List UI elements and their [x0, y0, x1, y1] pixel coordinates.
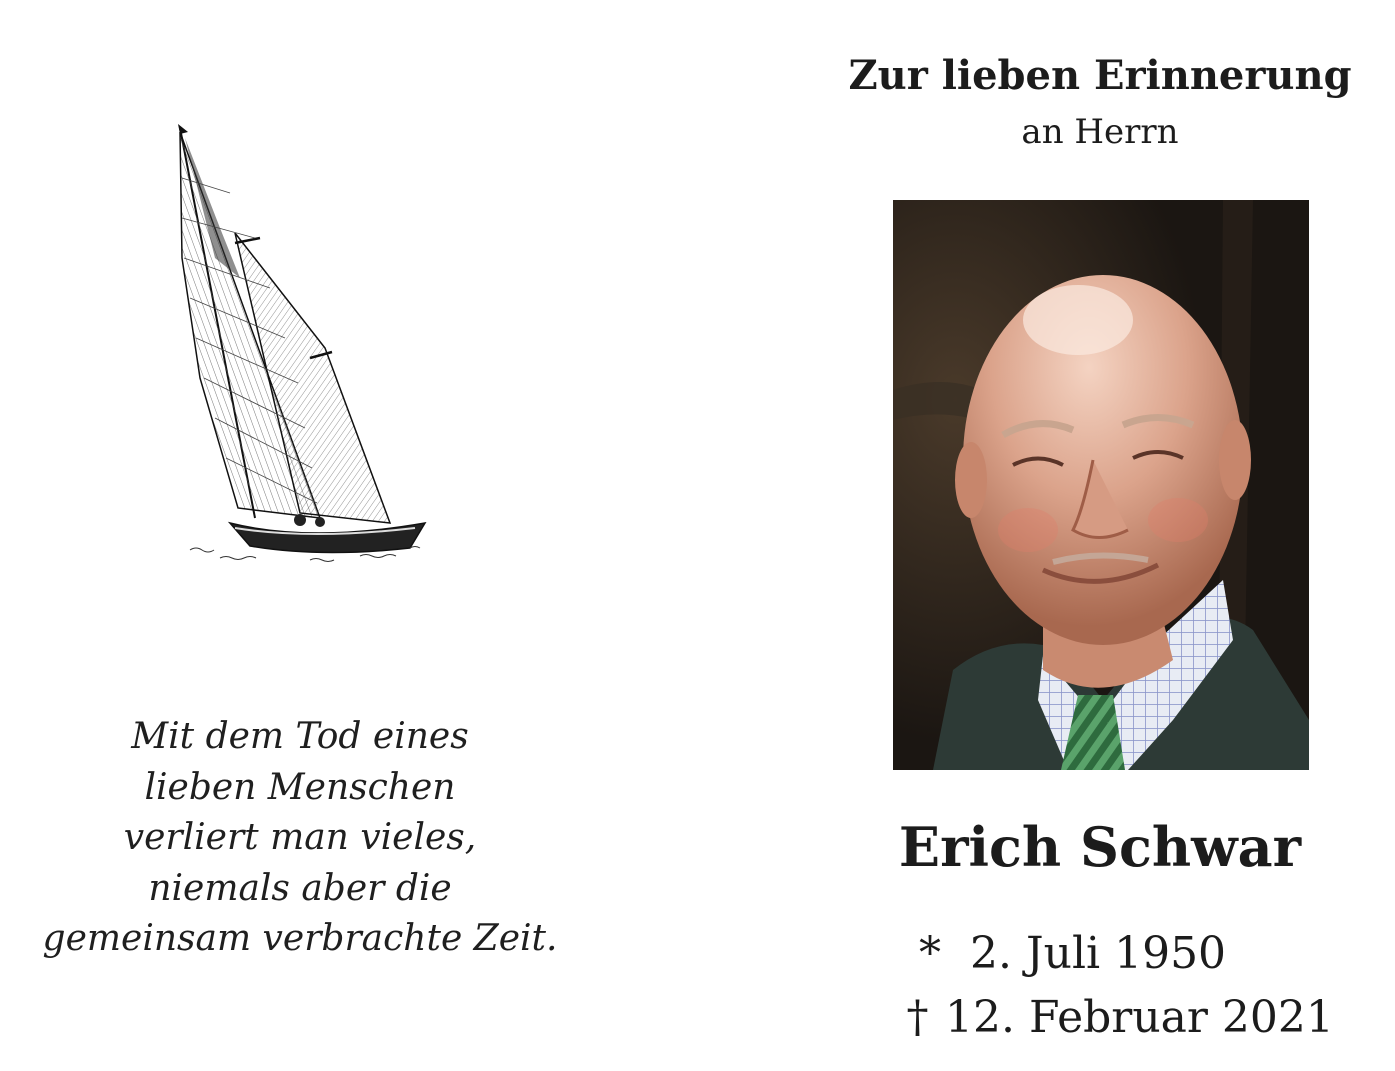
death-date-row: [890, 986, 1390, 1050]
birth-date-row: [890, 922, 1390, 986]
left-panel: [0, 0, 600, 1071]
card-title: Zur lieben Erinnerung: [848, 52, 1352, 99]
memorial-quote: [30, 712, 570, 965]
portrait-icon: [893, 200, 1309, 770]
quote-line: verliert man vieles,: [123, 817, 477, 858]
quote-line: niemals aber die: [148, 867, 452, 909]
deceased-name: Erich Schwar: [898, 815, 1302, 879]
death-date: 12. Februar 2021: [945, 992, 1334, 1043]
cross-icon: †: [906, 992, 929, 1043]
birth-date: 2. Juli 1950: [970, 928, 1227, 979]
portrait-photo: [893, 200, 1309, 770]
right-panel: [800, 0, 1395, 1071]
quote-line: gemeinsam verbrachte Zeit.: [42, 918, 558, 959]
card-subtitle: an Herrn: [1021, 112, 1179, 152]
sailboat-icon: [160, 118, 440, 568]
quote-line: Mit dem Tod eines: [131, 716, 469, 757]
quote-line: lieben Menschen: [144, 766, 456, 808]
life-dates: [890, 922, 1390, 1050]
birth-symbol: *: [919, 928, 941, 979]
